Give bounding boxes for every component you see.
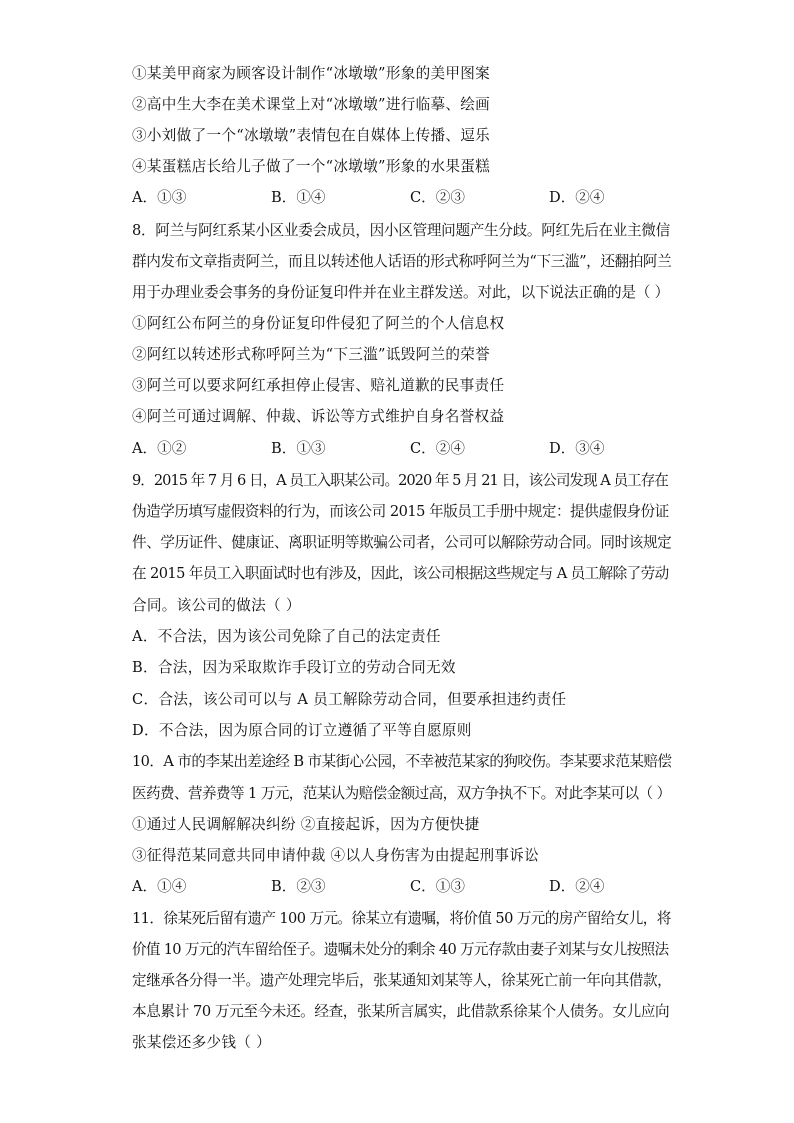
q8-item-1: ①阿红公布阿兰的身份证复印件侵犯了阿兰的个人信息权 bbox=[132, 315, 505, 332]
q11-stem-line-4: 本息累计 70 万元至今未还。经查，张某所言属实，此借款系徐某个人债务。女儿应向 bbox=[132, 1003, 670, 1020]
q8-option-c: C．②④ bbox=[410, 440, 465, 457]
q8-item-4: ④阿兰可通过调解、仲裁、诉讼等方式维护自身名誉权益 bbox=[132, 408, 505, 425]
q9-stem-line-2: 伪造学历填写虚假资料的行为，而该公司 2015 年版员工手册中规定：提供虚假身份证 bbox=[132, 503, 669, 520]
q8-option-d: D．③④ bbox=[549, 440, 605, 457]
q8-item-3: ③阿兰可以要求阿红承担停止侵害、赔礼道歉的民事责任 bbox=[132, 377, 505, 394]
q9-stem-line-1: 9．2015 年 7 月 6 日，A 员工入职某公司。2020 年 5 月 21 日，该公司发现 A 员工存在 bbox=[132, 472, 668, 489]
q10-option-c: C．①③ bbox=[410, 878, 465, 895]
q10-stem-line-2: 医药费、营养费等 1 万元，范某认为赔偿金额过高，双方争执不下。对此李某可以（ ） bbox=[132, 785, 671, 802]
q7-options bbox=[132, 188, 692, 208]
q9-choice-a: A．不合法，因为该公司免除了自己的法定责任 bbox=[132, 628, 441, 645]
q9-choice-d: D．不合法，因为原合同的订立遵循了平等自愿原则 bbox=[132, 722, 472, 739]
q8-option-b: B．①③ bbox=[271, 440, 326, 457]
q11-stem-line-5: 张某偿还多少钱（ ） bbox=[132, 1034, 271, 1051]
q7-option-c: C．②③ bbox=[410, 189, 465, 206]
q7-option-b: B．①④ bbox=[271, 189, 326, 206]
q9-choice-b: B．合法，因为采取欺诈手段订立的劳动合同无效 bbox=[132, 659, 456, 676]
q9-stem-line-4: 在 2015 年员工入职面试时也有涉及，因此，该公司根据这些规定与 A 员工解除了劳动 bbox=[132, 565, 669, 582]
q7-item-2: ②高中生大李在美术课堂上对“冰墩墩”进行临摹、绘画 bbox=[132, 96, 491, 113]
q10-items-line-2: ③征得范某同意共同申请仲裁 ④以人身伤害为由提起刑事诉讼 bbox=[132, 847, 540, 864]
q8-option-a: A．①② bbox=[132, 440, 187, 457]
q8-stem-line-2: 群内发布文章指责阿兰，而且以转述他人话语的形式称呼阿兰为“下三滥”，还翻拍阿兰 bbox=[132, 253, 672, 270]
q7-item-1: ①某美甲商家为顾客设计制作“冰墩墩”形象的美甲图案 bbox=[132, 65, 491, 82]
q10-items-line-1: ①通过人民调解解决纠纷 ②直接起诉，因为方便快捷 bbox=[132, 816, 480, 833]
q8-item-2: ②阿红以转述形式称呼阿兰为“下三滥”诋毁阿兰的荣誉 bbox=[132, 346, 491, 363]
q7-item-4: ④某蛋糕店长给儿子做了一个“冰墩墩”形象的水果蛋糕 bbox=[132, 158, 491, 175]
q10-stem-line-1: 10．A 市的李某出差途经 B 市某街心公园，不幸被范某家的狗咬伤。李某要求范某赔偿 bbox=[132, 753, 672, 770]
q10-options bbox=[132, 877, 692, 897]
q9-stem-line-5: 合同。该公司的做法（ ） bbox=[132, 597, 301, 614]
q10-option-b: B．②③ bbox=[271, 878, 326, 895]
q7-item-3: ③小刘做了一个“冰墩墩”表情包在自媒体上传播、逗乐 bbox=[132, 127, 491, 144]
q8-stem-line-1: 8．阿兰与阿红系某小区业委会成员，因小区管理问题产生分歧。阿红先后在业主微信 bbox=[132, 222, 670, 239]
q8-stem-line-3: 用于办理业委会事务的身份证复印件并在业主群发送。对此，以下说法正确的是（ ） bbox=[132, 284, 670, 301]
q8-options bbox=[132, 439, 692, 459]
q11-stem-line-3: 定继承各分得一半。遗产处理完毕后，张某通知刘某等人，徐某死亡前一年向其借款， bbox=[132, 972, 672, 989]
q9-stem-line-3: 件、学历证件、健康证、离职证明等欺骗公司者，公司可以解除劳动合同。同时该规定 bbox=[132, 534, 672, 551]
q10-option-d: D．②④ bbox=[549, 878, 605, 895]
q11-stem-line-1: 11．徐某死后留有遗产 100 万元。徐某立有遗嘱，将价值 50 万元的房产留给女儿，将 bbox=[132, 910, 671, 927]
q7-option-a: A．①③ bbox=[132, 189, 187, 206]
q10-option-a: A．①④ bbox=[132, 878, 187, 895]
q7-option-d: D．②④ bbox=[549, 189, 605, 206]
q9-choice-c: C．合法，该公司可以与 A 员工解除劳动合同，但要承担违约责任 bbox=[132, 691, 567, 708]
q11-stem-line-2: 价值 10 万元的汽车留给侄子。遗嘱未处分的剩余 40 万元存款由妻子刘某与女儿按照法 bbox=[132, 941, 669, 958]
